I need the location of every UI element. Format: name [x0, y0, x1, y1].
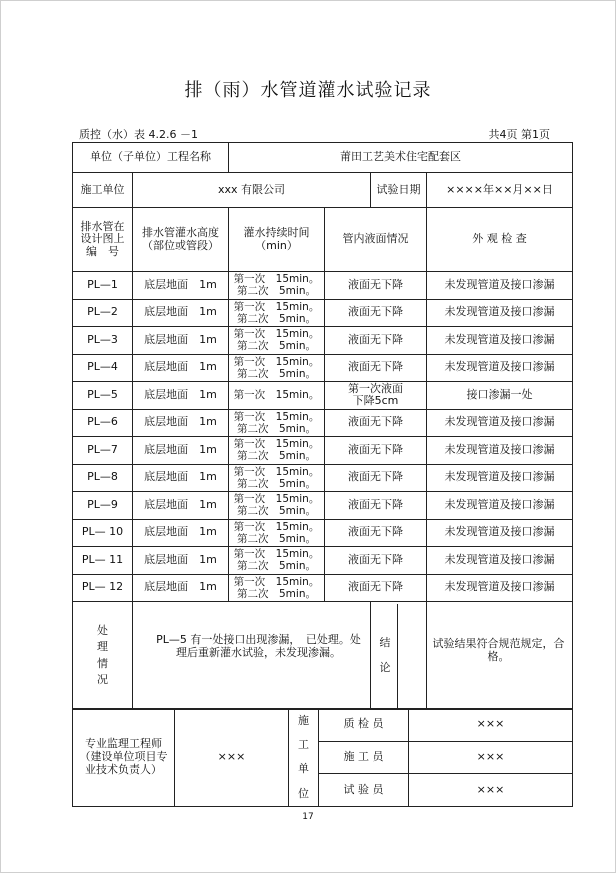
conclusion-label: 结论 [379, 636, 391, 674]
page-number: 17 [302, 812, 314, 822]
pipe-no-cell: PL—3 [73, 327, 133, 355]
duration-cell [229, 437, 325, 465]
appearance-cell: 未发现管道及接口渗漏 [427, 464, 573, 492]
unit-label: 单位（子单位）工程名称 [73, 143, 229, 173]
pipe-no-cell: PL—6 [73, 409, 133, 437]
height-cell: 底层地面 1m [133, 574, 229, 602]
pipe-no-cell: PL—4 [73, 354, 133, 382]
duration-second: 第二次 5min。 [237, 285, 316, 298]
duration-first: 第一次 15min。 [233, 438, 320, 451]
height-cell: 底层地面 1m [133, 409, 229, 437]
conclusion-label-cell [371, 602, 427, 710]
duration-second: 第二次 5min。 [237, 367, 316, 380]
unit-value: 莆田工艺美术住宅配套区 [229, 143, 573, 173]
page-info: 共4页 第1页 [488, 128, 550, 141]
appearance-cell: 未发现管道及接口渗漏 [427, 547, 573, 575]
duration-second: 第二次 5min。 [237, 560, 316, 573]
duration-second: 第二次 5min。 [237, 532, 316, 545]
height-cell: 底层地面 1m [133, 437, 229, 465]
height-cell: 底层地面 1m [133, 327, 229, 355]
level-cell: 液面无下降 [325, 492, 427, 520]
level-cell: 第一次液面下降5cm [325, 382, 427, 410]
form-code: 质控（水）表 4.2.6 －1 [79, 128, 198, 141]
duration-first: 第一次 15min。 [233, 465, 320, 478]
level-cell: 液面无下降 [325, 464, 427, 492]
treatment-label-text: 处理情况 [97, 623, 108, 686]
height-cell: 底层地面 1m [133, 382, 229, 410]
pipe-no-cell: PL—8 [73, 464, 133, 492]
duration-cell [229, 492, 325, 520]
supervisor-label: 专业监理工程师（建设单位项目专业技术负责人） [73, 709, 175, 807]
duration-cell [229, 574, 325, 602]
appearance-cell: 未发现管道及接口渗漏 [427, 409, 573, 437]
level-cell: 液面无下降 [325, 299, 427, 327]
appearance-cell: 未发现管道及接口渗漏 [427, 354, 573, 382]
table-row [73, 299, 573, 327]
table-row [73, 382, 573, 410]
duration-first: 第一次 15min。 [233, 389, 320, 402]
level-cell: 液面无下降 [325, 327, 427, 355]
duration-first: 第一次 15min。 [233, 548, 320, 561]
pipe-no-cell: PL—5 [73, 382, 133, 410]
level-cell: 液面无下降 [325, 354, 427, 382]
duration-first: 第一次 15min。 [233, 493, 320, 506]
conclusion-text-start [398, 604, 424, 708]
duration-second: 第二次 5min。 [237, 505, 316, 518]
test-date-label: 试验日期 [371, 173, 427, 208]
conclusion-text: 试验结果符合规范规定，合格。 [427, 602, 573, 710]
test-date-value: ××××年××月××日 [427, 173, 573, 208]
height-cell: 底层地面 1m [133, 272, 229, 300]
duration-cell [229, 519, 325, 547]
duration-second: 第二次 5min。 [237, 587, 316, 600]
treatment-label [73, 602, 133, 710]
treatment-text: PL—5 有一处接口出现渗漏， 已处理。处理后重新灌水试验，未发现渗漏。 [133, 602, 371, 710]
duration-cell [229, 464, 325, 492]
duration-cell [229, 354, 325, 382]
table-row [73, 519, 573, 547]
table-row [73, 437, 573, 465]
height-cell: 底层地面 1m [133, 299, 229, 327]
duration-cell [229, 409, 325, 437]
appearance-cell: 未发现管道及接口渗漏 [427, 437, 573, 465]
level-cell: 液面无下降 [325, 409, 427, 437]
pipe-no-cell: PL—2 [73, 299, 133, 327]
header-level: 管内液面情况 [325, 208, 427, 272]
construction-label: 施工单位 [289, 709, 319, 807]
duration-cell [229, 327, 325, 355]
duration-first: 第一次 15min。 [233, 575, 320, 588]
appearance-cell: 未发现管道及接口渗漏 [427, 519, 573, 547]
document-title: 排（雨）水管道灌水试验记录 [184, 80, 432, 101]
tester-label: 试 验 员 [319, 774, 409, 807]
height-cell: 底层地面 1m [133, 464, 229, 492]
table-row [73, 327, 573, 355]
pipe-no-cell: PL— 12 [73, 574, 133, 602]
table-row [73, 547, 573, 575]
level-cell: 液面无下降 [325, 272, 427, 300]
duration-cell [229, 299, 325, 327]
table-row [73, 464, 573, 492]
duration-second: 第二次 5min。 [237, 312, 316, 325]
pipe-no-cell: PL—7 [73, 437, 133, 465]
duration-first: 第一次 15min。 [233, 520, 320, 533]
height-cell: 底层地面 1m [133, 519, 229, 547]
duration-first: 第一次 15min。 [233, 355, 320, 368]
level-cell: 液面无下降 [325, 574, 427, 602]
duration-first: 第一次 15min。 [233, 273, 320, 286]
construction-unit-label: 施工单位 [73, 173, 133, 208]
worker-value: ××× [409, 741, 573, 774]
duration-first: 第一次 15min。 [233, 300, 320, 313]
duration-second: 第二次 5min。 [237, 340, 316, 353]
pipe-no-cell: PL— 11 [73, 547, 133, 575]
pipe-no-cell: PL—9 [73, 492, 133, 520]
header-appearance: 外 观 检 查 [427, 208, 573, 272]
duration-first: 第一次 15min。 [233, 410, 320, 423]
table-row [73, 492, 573, 520]
tester-value: ××× [409, 774, 573, 807]
test-record-table [72, 142, 573, 710]
duration-cell [229, 272, 325, 300]
height-cell: 底层地面 1m [133, 547, 229, 575]
height-cell: 底层地面 1m [133, 492, 229, 520]
inspector-label: 质 检 员 [319, 709, 409, 742]
table-row [73, 272, 573, 300]
level-cell: 液面无下降 [325, 547, 427, 575]
header-height: 排水管灌水高度（部位或管段） [133, 208, 229, 272]
signature-table [72, 708, 573, 807]
duration-cell [229, 382, 325, 410]
pipe-no-cell: PL— 10 [73, 519, 133, 547]
pipe-no-cell: PL—1 [73, 272, 133, 300]
height-cell: 底层地面 1m [133, 354, 229, 382]
header-pipe-no: 排水管在设计图上编 号 [73, 208, 133, 272]
supervisor-value: ××× [175, 709, 289, 807]
construction-unit-value: xxx 有限公司 [133, 173, 371, 208]
appearance-cell: 未发现管道及接口渗漏 [427, 492, 573, 520]
appearance-cell: 未发现管道及接口渗漏 [427, 327, 573, 355]
appearance-cell: 未发现管道及接口渗漏 [427, 272, 573, 300]
worker-label: 施 工 员 [319, 741, 409, 774]
duration-cell [229, 547, 325, 575]
duration-second: 第二次 5min。 [237, 422, 316, 435]
appearance-cell: 接口渗漏一处 [427, 382, 573, 410]
duration-second: 第二次 5min。 [237, 477, 316, 490]
header-duration: 灌水持续时间（min） [229, 208, 325, 272]
level-cell: 液面无下降 [325, 519, 427, 547]
duration-first: 第一次 15min。 [233, 328, 320, 341]
inspector-value: ××× [409, 709, 573, 742]
appearance-cell: 未发现管道及接口渗漏 [427, 299, 573, 327]
duration-second: 第二次 5min。 [237, 450, 316, 463]
table-row [73, 409, 573, 437]
level-cell: 液面无下降 [325, 437, 427, 465]
table-row [73, 354, 573, 382]
table-row [73, 574, 573, 602]
appearance-cell: 未发现管道及接口渗漏 [427, 574, 573, 602]
